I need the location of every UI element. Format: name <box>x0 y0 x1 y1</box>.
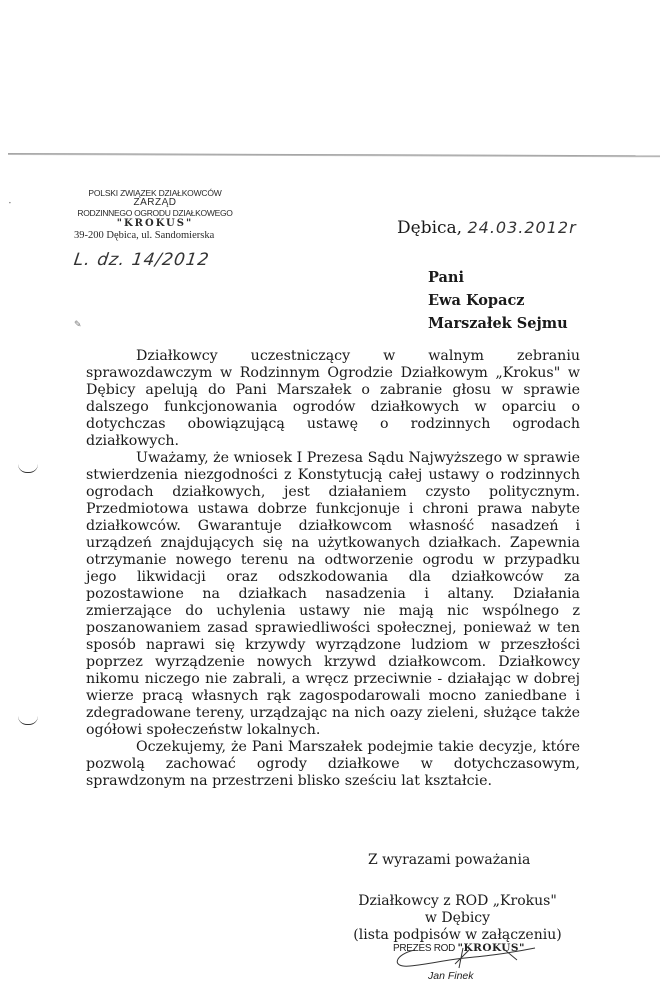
addressee-line-2: Ewa Kopacz <box>428 292 525 309</box>
letter-body <box>86 348 580 790</box>
stamp-line-2: ZARZĄD <box>133 197 177 208</box>
closing: Z wyrazami poważania <box>368 852 531 868</box>
paragraph: Uważamy, że wniosek I Prezesa Sądu Najwyższego w sprawie stwierdzenia niezgodności z Konstytucją całej ustawy o rodzinnych ogrodach działkowych, jest działaniem czysto politycznym. Przedmiotowa ustawa dobrze funkcjonuje i chroni prawa nabyte działkowców. Gwarantuje działkowcom własność nasadzeń i urządzeń znajdujących się na użytkowanych działkach. Zapewnia otrzymanie nowego terenu na odtworzenie ogrodu w przypadku jego likwidacji oraz odszkodowania dla działkowców za pozostawione na działkach nasadzenia i altany. Działania zmierzające do uchylenia ustawy nie mają nic wspólnego z poszanowaniem zasad sprawiedliwości społecznej, ponieważ w ten sposób naprawi się krzywdy wyrządzone ludziom w przeszłości poprzez wyrządzenie nowych krzywd działkowcom. Działkowcy nikomu niczego nie zabrali, a wręcz przeciwnie - działając w dobrej wierze pracą własnych rąk zagospodarowali mocno zaniedbane i zdegradowane tereny, urządzając na nich oazy zieleni, służące także ogółowi społeczeństw lokalnych. <box>86 450 581 738</box>
stamp-line-3: RODZINNEGO OGRODU DZIAŁKOWEGO <box>77 208 233 218</box>
scan-speck: ✎ <box>74 320 82 330</box>
date: 24.03.2012r <box>467 218 577 237</box>
signers-line-3: (lista podpisów w załączeniu) <box>353 927 562 943</box>
signers-block <box>345 893 570 944</box>
signers-line-1: Działkowcy z ROD „Krokus" <box>358 893 557 909</box>
president-org: "KROKUS" <box>457 942 525 954</box>
margin-mark <box>18 464 38 473</box>
place: Dębica, <box>397 218 463 238</box>
paragraph: Działkowcy uczestniczący w walnym zebraniu sprawozdawczym w Rodzinnym Ogrodzie Działkowym „Krokus" w Dębicy apelują do Pani Marszałek o zabranie głosu w sprawie dalszego funkcjonowania ogrodów działkowych w oparciu o dotychczas obowiązującą ustawę o rodzinnych ogrodach działkowych. <box>86 348 580 449</box>
addressee-line-3: Marszałek Sejmu <box>428 315 568 332</box>
scan-speck: ⠄ <box>8 197 15 207</box>
president-title: PREZES ROD <box>393 943 456 954</box>
signers-line-2: w Dębicy <box>424 910 491 926</box>
reference-number: L. dz. 14/2012 <box>72 250 211 270</box>
paragraph: Oczekujemy, że Pani Marszałek podejmie takie decyzje, które pozwolą zachować ogrody działkowe w dotychczasowym, sprawdzonym na przestrzeni blisko sześciu lat kształcie. <box>86 739 580 789</box>
page-edge-line <box>8 153 660 157</box>
place-date <box>397 218 577 238</box>
stamp-line-1: POLSKI ZWIĄZEK DZIAŁKOWCÓW <box>88 188 222 198</box>
margin-mark <box>18 716 38 725</box>
addressee-line-1: Pani <box>428 269 464 286</box>
stamp-line-5: 39-200 Dębica, ul. Sandomierska <box>74 230 215 241</box>
organization-stamp <box>60 188 250 242</box>
signatory-name: Jan Finek <box>428 970 474 982</box>
stamp-line-4: "KROKUS" <box>116 218 194 229</box>
addressee-block <box>428 266 568 335</box>
